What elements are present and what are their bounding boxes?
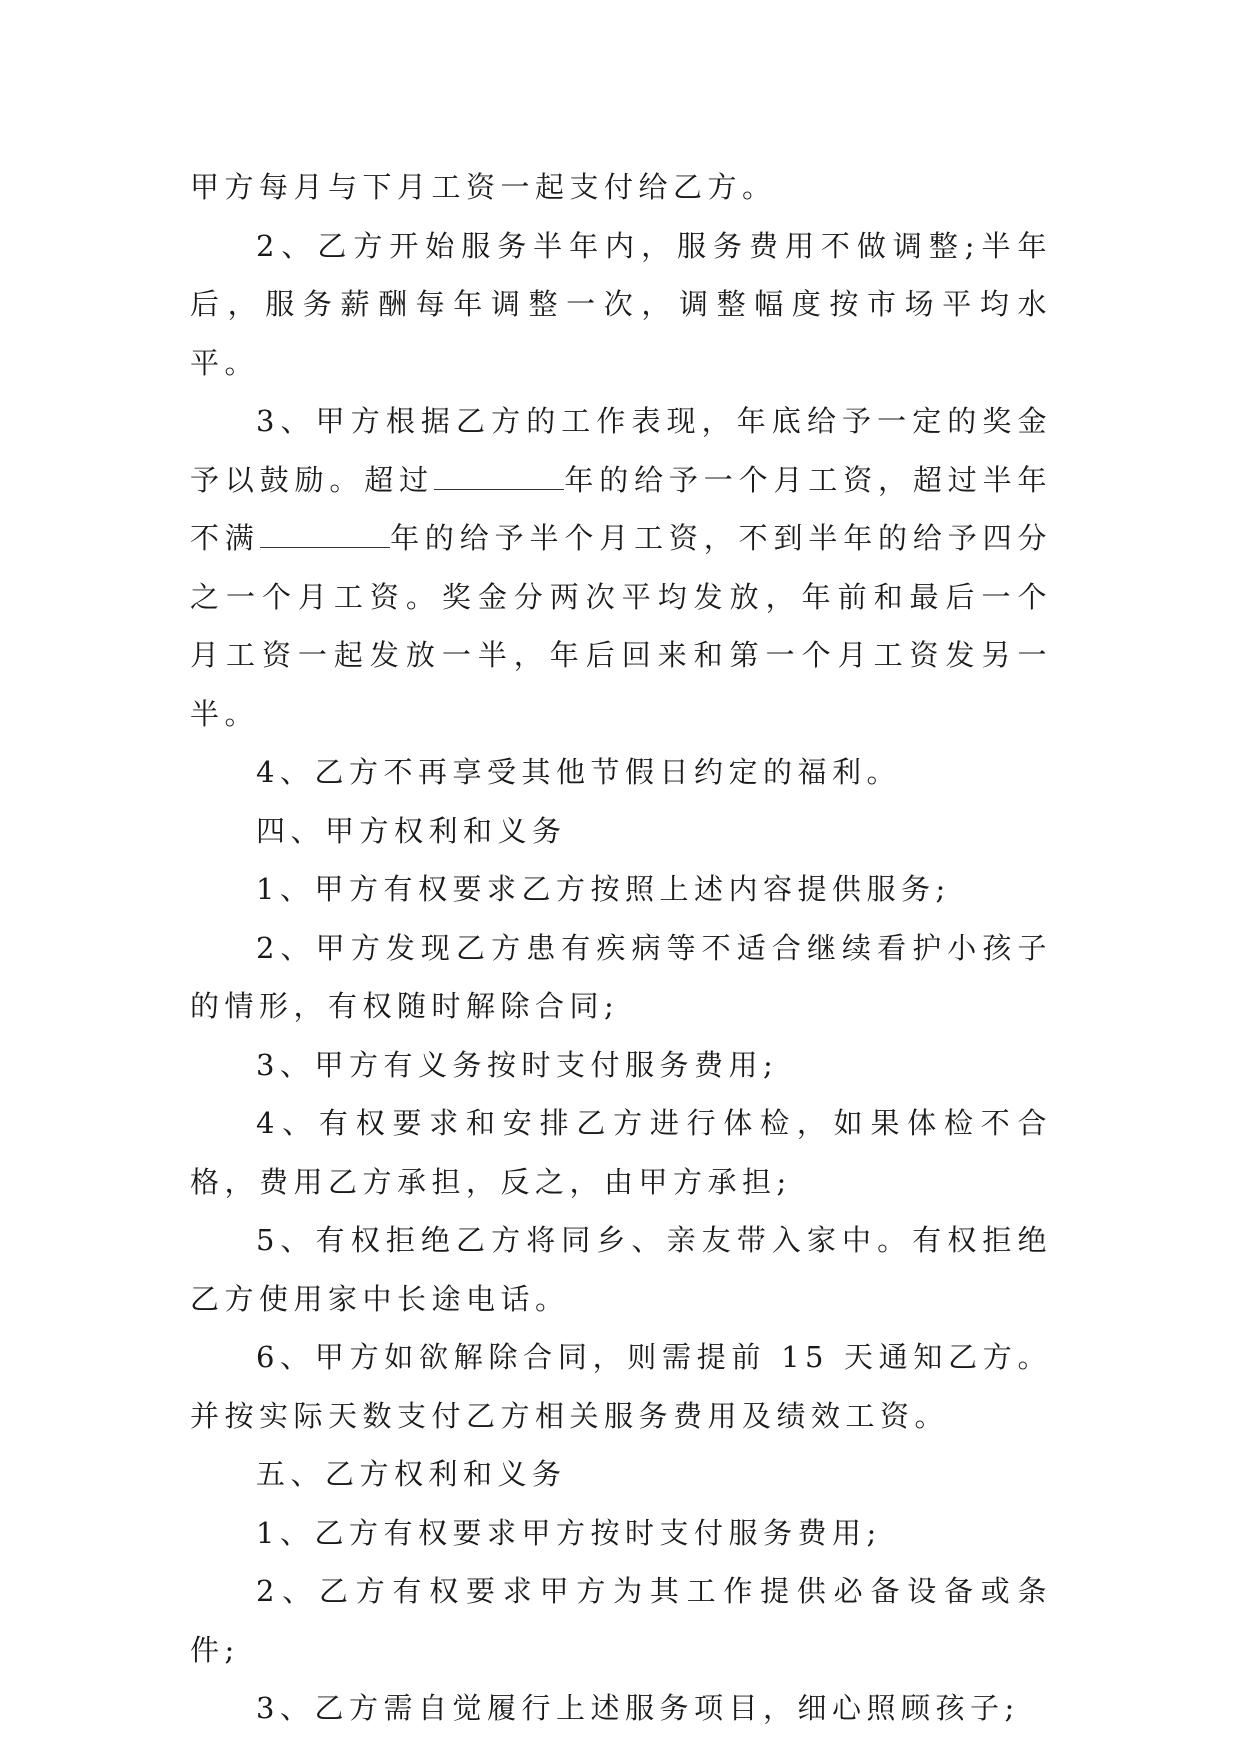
paragraph-party-a-right-5: 5、有权拒绝乙方将同乡、亲友带入家中。有权拒绝乙方使用家中长途电话。 (190, 1223, 1052, 1316)
paragraph-party-a-right-4: 4、有权要求和安排乙方进行体检，如果体检不合格，费用乙方承担，反之，由甲方承担; (190, 1106, 1052, 1199)
paragraph-party-b-right-1: 1、乙方有权要求甲方按时支付服务费用; (256, 1515, 882, 1550)
paragraph-no-holiday-benefits: 4、乙方不再享受其他节假日约定的福利。 (256, 755, 901, 789)
paragraph-fee-adjustment: 2、乙方开始服务半年内，服务费用不做调整;半年后，服务薪酬每年调整一次，调整幅度按市场平均水平。 (190, 228, 1052, 380)
bonus-text-part3: 年的给予半个月工资，不到半年的给予四分之一个月工资。奖金分两次平均发放，年前和最后一个月工资一起发放一半，年后回来和第一个月工资发另一半。 (190, 521, 1052, 731)
paragraph-bonus (190, 392, 1052, 743)
paragraph-party-b-right-3: 3、乙方需自觉履行上述服务项目，细心照顾孩子; (256, 1691, 1020, 1725)
paragraph-party-a-right-6: 6、甲方如欲解除合同，则需提前 15 天通知乙方。并按实际天数支付乙方相关服务费用及绩效工资。 (190, 1340, 1052, 1433)
section-heading-party-a: 四、甲方权利和义务 (256, 813, 567, 848)
paragraph-party-a-right-3: 3、甲方有义务按时支付服务费用; (256, 1047, 779, 1082)
paragraph-party-a-right-1: 1、甲方有权要求乙方按照上述内容提供服务; (256, 872, 951, 906)
blank-field-years-1[interactable] (434, 465, 564, 490)
section-heading-party-b: 五、乙方权利和义务 (256, 1457, 567, 1491)
bonus-text-part1: 3、甲方根据乙方的工作表现，年底给予一定的奖金予以鼓励。超过 (190, 404, 1052, 497)
paragraph-payment-timing: 甲方每月与下月工资一起支付给乙方。 (190, 170, 777, 204)
paragraph-party-a-right-2: 2、甲方发现乙方患有疾病等不适合继续看护小孩子的情形，有权随时解除合同; (190, 930, 1052, 1023)
paragraph-party-b-right-2: 2、乙方有权要求甲方为其工作提供必备设备或条件; (190, 1574, 1052, 1667)
bonus-text-part2: 年的给予一个月工资，超过半年不满 (190, 462, 1052, 555)
blank-field-years-2[interactable] (260, 523, 390, 548)
document-body (190, 158, 1052, 1738)
